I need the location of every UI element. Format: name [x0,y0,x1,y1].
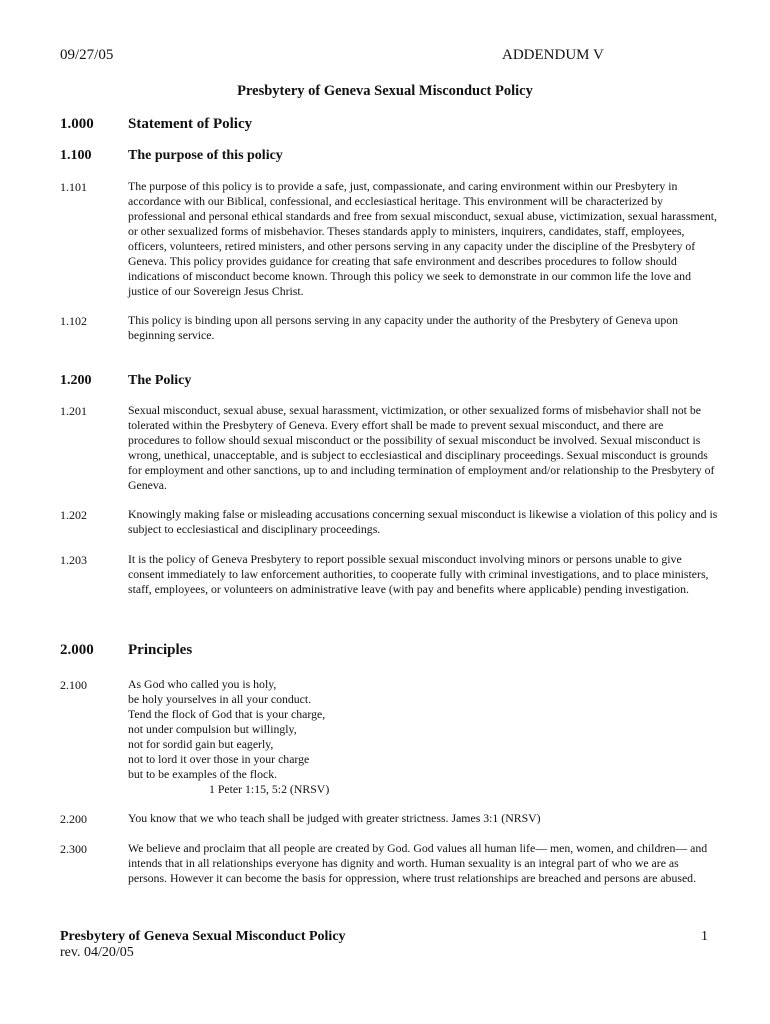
subsection-heading: The purpose of this policy [128,148,283,163]
verse-line: not for sordid gain but eagerly, [128,737,274,751]
paragraph-text: Knowingly making false or misleading accusations concerning sexual misconduct is likewise a violation of this policy and is subject to ecclesiastical and disciplinary proceedings. [128,507,718,536]
paragraph-number: 1.203 [60,553,87,567]
scripture-citation: 1 Peter 1:15, 5:2 (NRSV) [209,782,330,796]
verse-line: As God who called you is holy, [128,677,277,691]
paragraph-number: 1.202 [60,508,87,522]
paragraph-number: 2.100 [60,678,87,692]
verse-line: not to lord it over those in your charge [128,752,310,766]
section-number: 1.000 [60,116,94,132]
paragraph-text: The purpose of this policy is to provide a safe, just, compassionate, and caring environment within our Presbytery in accordance with our Biblical, confessional, and ecclesiastical heritage. This environment will be characterized by professional and personal ethical standards and free from sexual misconduct, sexual abuse, victimization, sexual harassment, or other sexualized forms of misbehavior. Theses standards apply to ministers, inquirers, candidates, staff, employees, officers, volunteers, retired ministers, and other persons serving in any capacity under the discipline of the Presbytery of Geneva. This policy provides guidance for creating that safe environment and describes procedures to follow should indications of misconduct become known. Through this policy we seek to demonstrate in our common life the love and justice of our Sovereign Jesus Christ. [128,179,718,298]
section-number: 2.000 [60,642,94,658]
paragraph-number: 1.201 [60,404,87,418]
paragraph-number: 2.300 [60,842,87,856]
verse-line: not under compulsion but willingly, [128,722,297,736]
subsection-number: 1.100 [60,148,92,163]
scripture-quote [128,677,329,797]
paragraph-text: This policy is binding upon all persons serving in any capacity under the authority of the Presbytery of Geneva upon beginning service. [128,313,679,342]
footer [60,929,346,961]
paragraph-number: 2.200 [60,812,87,826]
paragraph-number: 1.102 [60,314,87,328]
section-heading: Statement of Policy [128,116,253,132]
paragraph-text: You know that we who teach shall be judged with greater strictness. James 3:1 (NRSV) [128,811,541,825]
verse-line: Tend the flock of God that is your charge, [128,707,326,721]
header-addendum: ADDENDUM V [502,47,604,63]
paragraph-text: Sexual misconduct, sexual abuse, sexual harassment, victimization, or other sexualized forms of misbehavior shall not be tolerated within the Presbytery of Geneva. Every effort shall be made to prevent sexual misconduct, and there are procedures to follow should sexual misconduct or the possibility of sexual misconduct be involved. Sexual misconduct is wrong, unethical, unacceptable, and is subject to ecclesiastical and disciplinary proceedings. Sexual misconduct is grounds for employment and other sanctions, up to and including termination of employment and/or relationship to the Presbytery of Geneva. [128,403,715,492]
document-title: Presbytery of Geneva Sexual Misconduct Policy [237,83,533,99]
section-heading: Principles [128,642,193,658]
subsection-heading: The Policy [128,373,192,388]
verse-line: but to be examples of the flock. [128,767,278,781]
paragraph-text: We believe and proclaim that all people are created by God. God values all human life— men, women, and children— and intends that in all relationships everyone has dignity and worth. Human sexuality is an integral part of who we are as persons. However it can become the basis for oppression, where trust relationships are breached and persons are abused. [128,841,708,885]
paragraph-number: 1.101 [60,180,87,194]
subsection-number: 1.200 [60,373,92,388]
paragraph-text: It is the policy of Geneva Presbytery to report possible sexual misconduct involving minors or persons unable to give consent immediately to law enforcement authorities, to cooperate fully with criminal investigations, and to place ministers, staff, employees, or volunteers on administrative leave (with pay and benefits where applicable) pending investigation. [128,552,709,596]
footer-revision: rev. 04/20/05 [60,945,134,960]
verse-line: be holy yourselves in all your conduct. [128,692,312,706]
footer-title: Presbytery of Geneva Sexual Misconduct Policy [60,929,346,944]
page-number: 1 [701,929,708,944]
header-date: 09/27/05 [60,47,114,63]
